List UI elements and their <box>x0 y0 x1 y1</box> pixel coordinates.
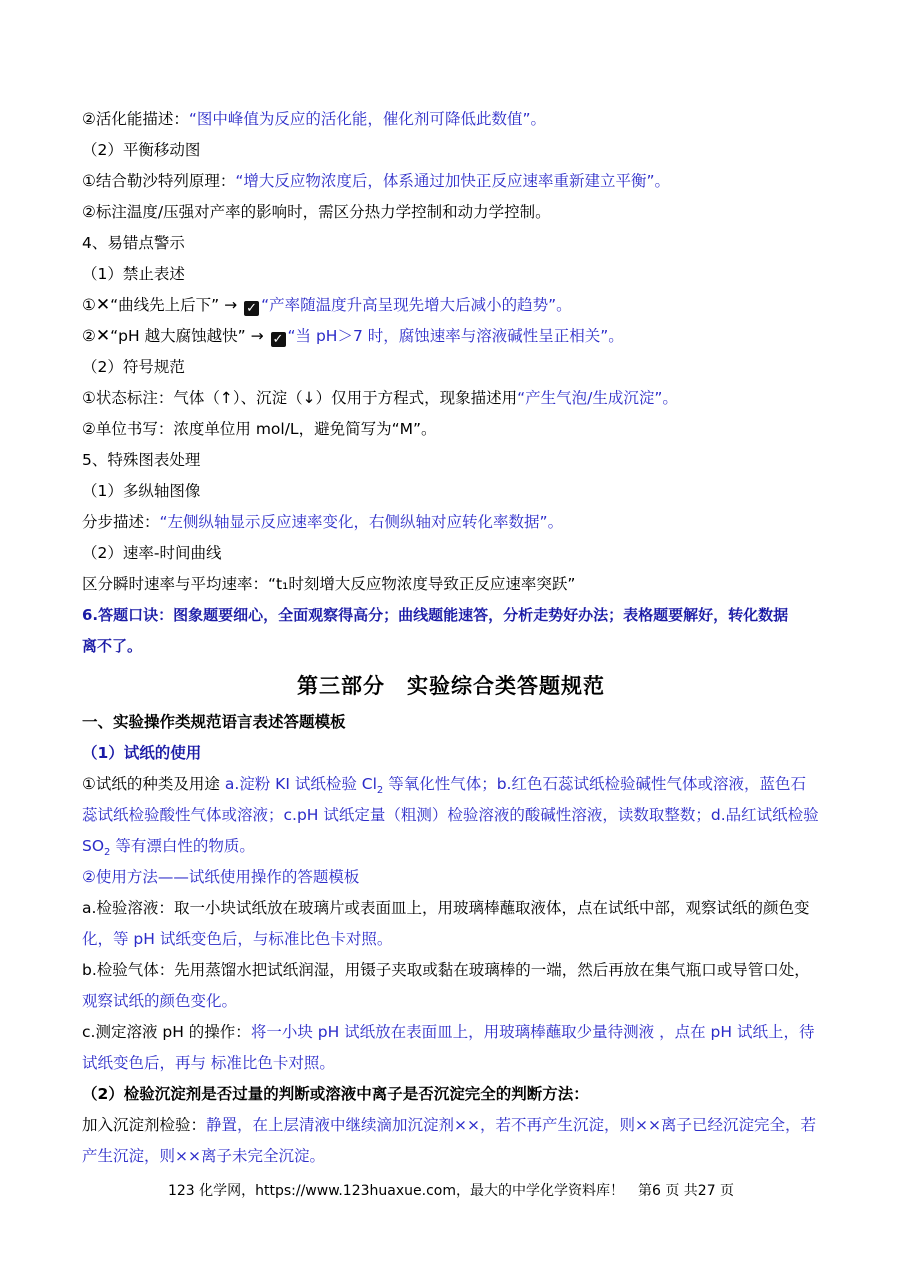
text: “pH 越大腐蚀越快” → <box>110 327 264 345</box>
paragraph <box>82 294 822 316</box>
paragraph <box>82 387 822 409</box>
text: 分步描述： <box>82 513 160 531</box>
cross-icon: ✕ <box>95 326 111 346</box>
subheading: ②使用方法——试纸使用操作的答题模板 <box>82 868 360 886</box>
text: ② <box>82 327 96 345</box>
paragraph <box>82 773 822 802</box>
paragraph: 试纸变色后，再与 标准比色卡对照。 <box>82 1054 335 1072</box>
cross-icon: ✕ <box>95 295 111 315</box>
text: c.测定溶液 pH 的操作： <box>82 1023 251 1041</box>
text: b.检验气体： <box>82 961 175 979</box>
quote-text: 将一小块 pH 试纸放在表面皿上，用玻璃棒蘸取少量待测液 ，点在 pH 试纸上，待 <box>250 1023 815 1041</box>
text: 等有漂白性的物质。 <box>110 837 255 855</box>
text: ①试纸的种类及用途 <box>82 775 225 793</box>
section-heading: 一、实验操作类规范语言表述答题模板 <box>82 713 346 731</box>
text: ②活化能描述： <box>82 110 189 128</box>
quote-text: “增大反应物浓度后，体系通过加快正反应速率重新建立平衡”。 <box>235 172 670 190</box>
subheading: （2）平衡移动图 <box>82 141 201 159</box>
paragraph <box>82 108 822 130</box>
paragraph <box>82 959 822 981</box>
subheading: （2）检验沉淀剂是否过量的判断或溶液中离子是否沉淀完全的判断方法： <box>82 1085 589 1103</box>
subscript: 2 <box>104 847 111 859</box>
checkbox-checked-icon: ✓ <box>244 301 259 316</box>
text: 加入沉淀剂检验： <box>82 1116 207 1134</box>
page-footer: 123 化学网，https://www.123huaxue.com，最大的中学化学资料库！ 第6 页 共27 页 <box>167 1183 735 1199</box>
paragraph <box>82 897 822 919</box>
paragraph <box>82 325 822 347</box>
quote-text: “产生气泡/生成沉淀”。 <box>517 389 678 407</box>
paragraph <box>82 511 822 533</box>
text: 取一小块试纸放在玻璃片或表面皿上，用玻璃棒蘸取液体，点在试纸中部，观察试纸的颜色变 <box>173 899 810 917</box>
paragraph <box>82 1021 822 1043</box>
quote-text: “产率随温度升高呈现先增大后减小的趋势”。 <box>261 296 572 314</box>
paragraph <box>82 835 822 864</box>
quote-text: “左侧纵轴显示反应速率变化，右侧纵轴对应转化率数据”。 <box>159 513 564 531</box>
paragraph: ②单位书写：浓度单位用 mol/L，避免简写为“M”。 <box>82 420 437 438</box>
subheading: （2）符号规范 <box>82 358 185 376</box>
quote-text: 等氧化性气体；b.红色石蕊试纸检验碱性气体或溶液，蓝色石 <box>383 775 806 793</box>
page-section-title: 第三部分 实验综合类答题规范 <box>297 674 605 698</box>
subheading: （1）禁止表述 <box>82 265 185 283</box>
text: 先用蒸馏水把试纸润湿，用镊子夹取或黏在玻璃棒的一端，然后再放在集气瓶口或导管口处， <box>174 961 810 979</box>
subscript: 2 <box>376 785 384 797</box>
text: ① <box>82 296 96 314</box>
paragraph: 区分瞬时速率与平均速率：“t₁时刻增大反应物浓度导致正反应速率突跃” <box>82 575 576 593</box>
section-heading: 5、特殊图表处理 <box>82 451 201 469</box>
paragraph: 观察试纸的颜色变化。 <box>82 992 238 1010</box>
subheading: （1）试纸的使用 <box>82 744 202 762</box>
mnemonic-text: 6.答题口诀：图象题要细心，全面观察得高分；曲线题能速答，分析走势好办法；表格题要解好，转化数据 <box>82 606 789 624</box>
quote-text: 静置，在上层清液中继续滴加沉淀剂××，若不再产生沉淀，则××离子已经沉淀完全，若 <box>206 1116 816 1134</box>
paragraph: ②标注温度/压强对产率的影响时，需区分热力学控制和动力学控制。 <box>82 203 551 221</box>
section-heading: 4、易错点警示 <box>82 234 185 252</box>
paragraph: 产生沉淀，则××离子未完全沉淀。 <box>82 1147 325 1165</box>
quote-text: a.淀粉 KI 试纸检验 Cl <box>224 775 377 793</box>
checkbox-checked-icon: ✓ <box>271 332 286 347</box>
paragraph: 蕊试纸检验酸性气体或溶液；c.pH 试纸定量（粗测）检验溶液的酸碱性溶液，读数取整数；d.品红试纸检验 <box>82 806 819 824</box>
mnemonic-text: 离不了。 <box>82 637 143 655</box>
quote-text: “当 pH＞7 时，腐蚀速率与溶液碱性呈正相关”。 <box>287 327 624 345</box>
text: “曲线先上后下” → <box>110 296 238 314</box>
paragraph <box>82 170 822 192</box>
text: ①状态标注：气体（↑）、沉淀（↓）仅用于方程式，现象描述用 <box>82 389 518 407</box>
subheading: （1）多纵轴图像 <box>82 482 201 500</box>
subheading: （2）速率-时间曲线 <box>82 544 222 562</box>
quote-text: “图中峰值为反应的活化能，催化剂可降低此数值”。 <box>188 110 546 128</box>
paragraph: 化，等 pH 试纸变色后，与标准比色卡对照。 <box>82 930 393 948</box>
text: a.检验溶液： <box>82 899 174 917</box>
paragraph <box>82 1114 822 1136</box>
text: ①结合勒沙特列原理： <box>82 172 236 190</box>
text: SO <box>82 837 105 855</box>
